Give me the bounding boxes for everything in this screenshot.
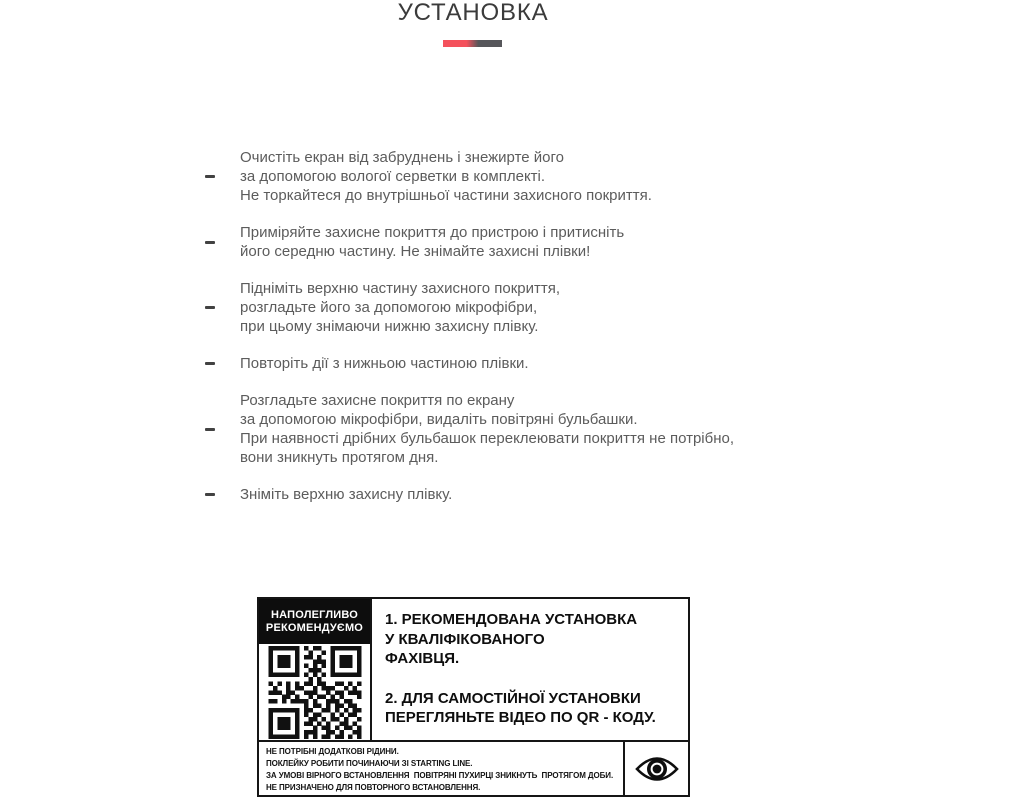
- recommendation-line: У КВАЛІФІКОВАНОГО: [385, 630, 545, 648]
- list-item: [205, 223, 734, 261]
- step-line: Очистіть екран від забруднень і знежирте його: [240, 149, 564, 166]
- step-text: [240, 148, 652, 205]
- recommendation-item: [385, 689, 680, 728]
- step-text: [240, 485, 452, 504]
- step-line: Підніміть верхню частину захисного покриття,: [240, 280, 561, 297]
- dash-bullet-icon: [205, 362, 215, 365]
- recommendation-box-bottom-row: [259, 742, 688, 795]
- step-line: за допомогою вологої серветки в комплекті.: [240, 168, 546, 185]
- list-item: [205, 279, 734, 336]
- recommendation-item: [385, 610, 680, 669]
- fine-print-line: ЗА УМОВІ ВІРНОГО ВСТАНОВЛЕННЯ ПОВІТРЯНІ ПУХИРЦІ ЗНИКНУТЬ ПРОТЯГОМ ДОБИ.: [266, 771, 614, 780]
- recommendation-box-top-row: [259, 599, 688, 742]
- installation-steps-list: [205, 141, 734, 504]
- list-item: [205, 148, 734, 205]
- recommendation-line: 1. РЕКОМЕНДОВАНА УСТАНОВКА: [385, 611, 638, 628]
- step-line: за допомогою мікрофібри, видаліть повітряні бульбашки.: [240, 411, 638, 428]
- recommendation-line: ПЕРЕГЛЯНЬТЕ ВІДЕО ПО QR - КОДУ.: [385, 709, 656, 726]
- step-line: Не торкайтеся до внутрішньої частини захисного покриття.: [240, 187, 652, 204]
- step-line: Зніміть верхню захисну плівку.: [240, 486, 453, 503]
- list-item: [205, 391, 734, 467]
- qr-cell: [259, 599, 372, 740]
- eye-icon: [634, 753, 680, 785]
- dash-bullet-icon: [205, 428, 215, 431]
- step-line: Розгладьте захисне покриття по екрану: [240, 392, 515, 409]
- step-line: вони зникнуть протягом дня.: [240, 449, 439, 466]
- recommendation-line: 2. ДЛЯ САМОСТІЙНОЇ УСТАНОВКИ: [385, 689, 641, 707]
- recommendation-line: ФАХІВЦЯ.: [385, 650, 460, 667]
- list-item: [205, 485, 734, 504]
- page-title: УСТАНОВКА: [397, 0, 549, 26]
- step-line: розгладьте його за допомогою мікрофібри,: [240, 299, 538, 316]
- step-line: При наявності дрібних бульбашок переклеювати покриття не потрібно,: [240, 430, 735, 447]
- step-line: Приміряйте захисне покриття до пристрою і притисніть: [240, 224, 625, 241]
- step-line: Повторіть дії з нижньою частиною плівки.: [240, 355, 529, 372]
- dash-bullet-icon: [205, 241, 215, 244]
- step-text: [240, 223, 624, 261]
- recommendations-cell: [372, 599, 688, 740]
- dash-bullet-icon: [205, 175, 215, 178]
- step-line: його середню частину. Не знімайте захисні плівки!: [240, 243, 591, 260]
- step-text: [240, 354, 529, 373]
- dash-bullet-icon: [205, 493, 215, 496]
- strongly-recommend-header: [259, 599, 370, 644]
- fine-print-line: НЕ ПОТРІБНІ ДОДАТКОВІ РІДИНИ.: [266, 747, 399, 756]
- header-line: РЕКОМЕНДУЄМО: [265, 621, 364, 634]
- dash-bullet-icon: [205, 306, 215, 309]
- fine-print-cell: [259, 742, 625, 795]
- title-divider: [443, 40, 502, 47]
- fine-print-line: ПОКЛЕЙКУ РОБИТИ ПОЧИНАЮЧИ ЗІ STARTING LINE.: [266, 759, 473, 768]
- recommendation-box: [257, 597, 690, 797]
- eye-cell: [625, 742, 688, 795]
- step-text: [240, 279, 560, 336]
- fine-print-line: НЕ ПРИЗНАЧЕНО ДЛЯ ПОВТОРНОГО ВСТАНОВЛЕННЯ.: [266, 783, 481, 792]
- qr-code-icon: [266, 646, 364, 739]
- list-item: [205, 354, 734, 373]
- step-line: при цьому знімаючи нижню захисну плівку.: [240, 318, 539, 335]
- page-title-wrap: [0, 0, 946, 29]
- step-text: [240, 391, 734, 467]
- header-line: НАПОЛЕГЛИВО: [271, 608, 358, 621]
